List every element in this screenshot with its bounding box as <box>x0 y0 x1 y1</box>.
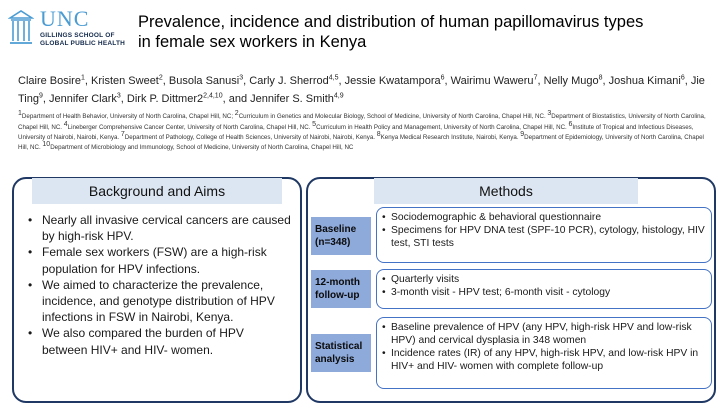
author: Jie Ting$^9$, <box>18 74 705 106</box>
affiliation: $^2$Curriculum in Genetics and Molecular Biology, School of Medicine, University of North Carolina, Chapel Hill, NC. <box>234 110 548 121</box>
author-name: Joshua Kimani <box>608 74 681 87</box>
poster-title <box>138 12 698 52</box>
author-affiliation-mark: 8 <box>598 74 603 81</box>
author: Jessie Kwatampora$^6$, <box>344 74 451 87</box>
affiliation: $^8$Kenya Medical Research Institute, Nairobi, Kenya. <box>376 130 521 141</box>
author: Joshua Kimani$^6$, <box>608 74 691 87</box>
author-affiliation-mark: 3 <box>116 92 121 100</box>
affiliation: $^3$Department of Biostatistics, University of North Carolina, Chapel Hill, NC. <box>18 110 706 131</box>
author-name: Jie Ting <box>18 74 705 106</box>
title-line-1: Prevalence, incidence and distribution of human papillomavirus types <box>138 13 644 31</box>
background-bullet: • We aimed to characterize the prevalence, incidence, and genotype distribution of HPV infections in FSW in Nairobi, Kenya. <box>24 277 292 326</box>
affiliation: $^7$Department of Pathology, College of Health Sciences, University of Nairobi, Nairobi, Kenya. <box>120 130 377 141</box>
author-name: Nelly Mugo <box>543 74 599 87</box>
author <box>250 93 344 105</box>
author-affiliation-mark: 6 <box>680 74 685 81</box>
author-name: Wairimu Waweru <box>450 74 534 87</box>
baseline-box <box>376 207 712 263</box>
author: Busola Sanusi$^3$, <box>168 74 250 87</box>
affiliation-list <box>18 110 708 152</box>
author-affiliation-mark: 7 <box>533 74 538 81</box>
author-affiliation-mark: 1 <box>80 74 85 81</box>
affiliation: $^4$Lineberger Comprehensive Cancer Center, University of North Carolina, Chapel Hill, NC. <box>63 120 313 131</box>
background-bullet: • Female sex workers (FSW) are a high-risk population for HPV infections. <box>24 244 292 276</box>
affiliation: $^5$Curriculum in Health Policy and Management, University of North Carolina, Chapel Hill, NC. <box>312 120 569 131</box>
methods-bullet: • Sociodemographic & behavioral questionnaire <box>381 211 705 224</box>
author: Nelly Mugo$^8$, <box>543 74 609 87</box>
title-line-2: in female sex workers in Kenya <box>138 33 367 51</box>
methods-bullet: • Quarterly visits <box>381 273 705 286</box>
author-affiliation-mark: 9 <box>39 92 43 100</box>
methods-bullet: • Incidence rates (IR) of any HPV, high-risk HPV, and low-risk HPV in HIV+ and HIV- women with complete follow-up <box>381 347 705 373</box>
old-well-icon <box>8 8 34 46</box>
background-bullet: • Nearly all invasive cervical cancers are caused by high-risk HPV. <box>24 212 292 244</box>
author-affiliation-mark: 4,9 <box>333 92 344 100</box>
follow-up-label: 12-month follow-up <box>311 270 371 308</box>
author-list <box>18 70 708 107</box>
background-heading: Background and Aims <box>32 178 282 204</box>
author-name: Busola Sanusi <box>168 74 240 87</box>
author-affiliation-mark: 3 <box>239 74 244 81</box>
author: Kristen Sweet$^2$, <box>91 74 169 87</box>
author: Claire Bosire$^1$, <box>18 74 91 87</box>
affiliation: $^1$Department of Health Behavior, University of North Carolina, Chapel Hill, NC; <box>18 110 235 121</box>
affiliation: $^6$Institute of Tropical and Infectious Diseases, University of Nairobi, Nairobi, Kenya. <box>18 120 694 141</box>
author-name: Kristen Sweet <box>91 74 159 87</box>
unc-logo <box>8 8 130 48</box>
author-name: Jennifer S. Smith <box>250 93 334 106</box>
author-name: Jennifer Clark <box>49 93 117 106</box>
affiliation: $^{10}$Department of Microbiology and Immunology, School of Medicine, University of North Carolina, Chapel Hill, NC <box>42 141 354 152</box>
background-panel <box>12 177 302 403</box>
methods-panel <box>306 177 716 403</box>
background-bullet: • We also compared the burden of HPV between HIV+ and HIV- women. <box>24 325 292 357</box>
author-affiliation-mark: 4,5 <box>328 74 339 81</box>
logo-wordmark: UNC <box>40 6 90 31</box>
methods-heading: Methods <box>374 178 638 204</box>
author-name: Jessie Kwatampora <box>344 74 441 87</box>
author-name: Claire Bosire <box>18 74 81 87</box>
author-name: Carly J. Sherrod <box>249 74 329 87</box>
author: Jennifer Clark$^3$, <box>49 92 127 106</box>
author-affiliation-mark: 2,4,10 <box>203 92 223 100</box>
statistical-analysis-label: Statistical analysis <box>311 334 371 372</box>
affiliation: $^9$Department of Epidemiology, University of North Carolina, Chapel Hill, NC. <box>18 130 704 152</box>
statistical-analysis-box <box>376 317 712 389</box>
author: Wairimu Waweru$^7$, <box>450 74 544 87</box>
methods-bullet: • 3-month visit - HPV test; 6-month visit - cytology <box>381 286 705 299</box>
author-affiliation-mark: 2 <box>158 74 163 81</box>
follow-up-box <box>376 269 712 309</box>
methods-bullet: • Specimens for HPV DNA test (SPF-10 PCR), cytology, histology, HIV test, STI tests <box>381 224 705 250</box>
background-bullets <box>24 212 292 358</box>
author-name: Dirk P. Dittmer2 <box>126 93 204 106</box>
baseline-label: Baseline (n=348) <box>311 217 371 255</box>
logo-subtitle: GILLINGS SCHOOL OF GLOBAL PUBLIC HEALTH <box>40 32 126 47</box>
author: Dirk P. Dittmer2$^{2,4,10}$, and <box>126 92 251 106</box>
author: Carly J. Sherrod$^{4,5}$, <box>249 74 345 87</box>
author-affiliation-mark: 6 <box>440 74 445 81</box>
methods-bullet: • Baseline prevalence of HPV (any HPV, high-risk HPV and low-risk HPV) and cervical dysplasia in 348 women <box>381 321 705 347</box>
